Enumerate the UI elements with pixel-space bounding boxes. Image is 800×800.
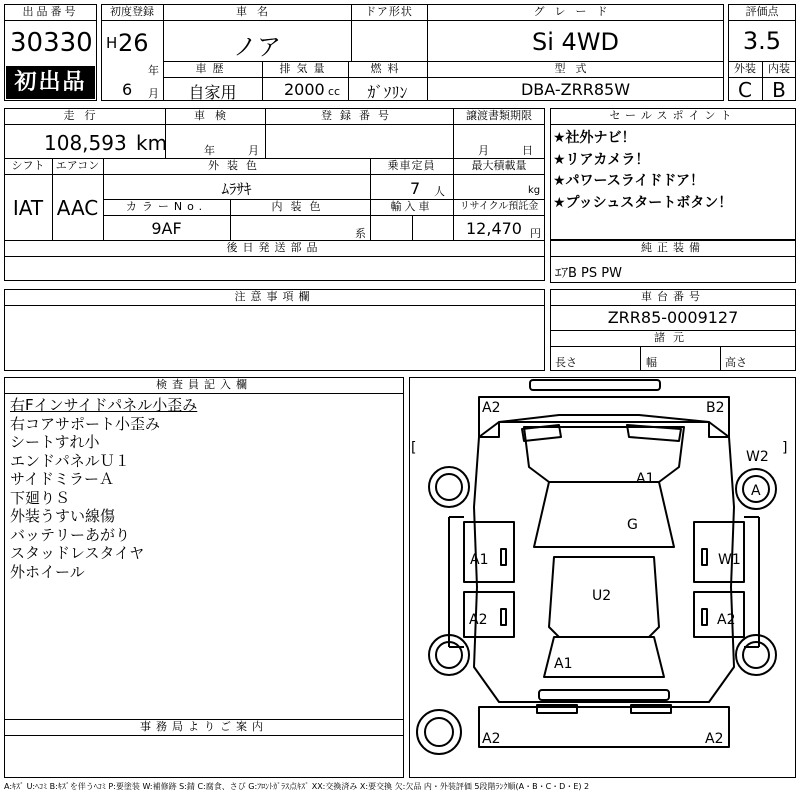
inspector-notes [10, 396, 197, 581]
recycle-fee: 12,470 [466, 219, 522, 238]
divider [4, 735, 404, 736]
displacement: 2000 [284, 80, 325, 99]
divider [4, 256, 545, 257]
grade-label: グレード [533, 5, 618, 18]
height-label: 高さ [725, 356, 747, 369]
capacity-label: 乗車定員 [387, 159, 436, 172]
displacement-unit: cc [328, 85, 341, 98]
history: 自家用 [188, 83, 237, 102]
door-label: ドア形状 [365, 5, 413, 18]
condition-note: 外ホイール [10, 562, 85, 581]
transfer-month-unit: 月 [478, 144, 489, 157]
divider [550, 346, 796, 347]
score: 3.5 [742, 27, 782, 55]
damage-mark-front-left: A2 [482, 400, 501, 416]
damage-mark-right-front-door: W1 [718, 552, 741, 568]
era: H [106, 34, 118, 52]
later-parts-label: 後日発送部品 [226, 241, 323, 254]
max-load-unit: kg [528, 185, 541, 196]
legend-text: A:ｷｽﾞ U:ﾍｺﾐ B:ｷｽﾞを伴うﾍｺﾐ P:要塗装 W:補修跡 S:錆 C:腐食、さび G:ﾌﾛﾝﾄｶﾞﾗｽ点ｷｽﾞ XX:交換済み X:要交換 欠:欠品 内・外装評価 5段階ﾗﾝｸ順(A・B・C・D・E) 2 [4, 782, 590, 791]
divider [4, 20, 97, 21]
inspection-month-unit: 月 [248, 144, 259, 157]
damage-bracket-open: [ [411, 440, 417, 456]
exterior-grade-label: 外装 [734, 62, 756, 75]
condition-note: 右Fインサイドパネル小歪み [10, 396, 198, 414]
mileage-label: 走行 [63, 109, 106, 122]
inspector-label: 検査員記入欄 [156, 378, 252, 391]
interior-color-suffix: 系 [355, 227, 366, 240]
sales-point-item: ★パワースライドドア！ [553, 173, 705, 189]
inspection-label: 車検 [194, 109, 236, 122]
condition-note: エンドパネルＵ１ [10, 451, 130, 470]
history-label: 車歴 [195, 62, 230, 75]
divider [550, 256, 796, 257]
first-reg-label: 初度登録 [110, 5, 154, 18]
damage-mark-roof: U2 [592, 588, 612, 604]
divider [412, 215, 413, 240]
exterior-grade: C [738, 78, 752, 102]
divider [4, 174, 545, 175]
divider [101, 20, 724, 21]
damage-mark-left-rear-door: A2 [469, 612, 488, 628]
divider [4, 305, 545, 306]
damage-mark-rear-right: A2 [705, 731, 724, 747]
divider [163, 77, 724, 78]
color-no: 9AF [151, 219, 182, 238]
divider [103, 215, 545, 216]
notes-label: 注意事項欄 [234, 290, 315, 303]
displacement-label: 排気量 [279, 62, 331, 75]
month-unit: 月 [148, 87, 159, 100]
inspection-year-unit: 年 [204, 144, 215, 157]
sales-point-item: ★プッシュスタートボタン！ [553, 194, 733, 211]
condition-note: シートすれ小 [10, 433, 100, 451]
ac-label: エアコン [55, 159, 100, 172]
divider [640, 346, 641, 371]
divider [453, 108, 454, 240]
equipment-label: 純正装備 [641, 241, 705, 254]
interior-grade: B [772, 78, 786, 102]
chassis-label: 車台番号 [641, 290, 705, 303]
fuel-label: 燃料 [370, 62, 405, 75]
divider [550, 124, 796, 125]
ac: AAC [56, 196, 99, 220]
damage-mark-right-front-tire: A [751, 483, 761, 499]
divider [720, 346, 721, 371]
capacity-unit: 人 [434, 185, 445, 198]
capacity: 7 [410, 179, 421, 198]
recycle-label: リサイクル預託金 [459, 201, 539, 212]
divider [4, 124, 545, 125]
sales-point-item: ★社外ナビ！ [553, 130, 636, 146]
condition-note: 外装うすい線傷 [10, 507, 116, 525]
reg-month: 6 [122, 80, 133, 99]
damage-mark-front-right: B2 [706, 400, 725, 416]
length-label: 長さ [555, 356, 577, 369]
import-label: 輸入車 [390, 200, 433, 213]
damage-mark-windshield: G [627, 517, 638, 533]
sales-points-list [553, 128, 732, 214]
chassis-number: ZRR85-0009127 [607, 308, 739, 327]
damage-mark-rear-left: A2 [482, 731, 501, 747]
divider [550, 305, 796, 306]
exterior-color: ﾑﾗｻｷ [221, 180, 252, 198]
year-unit: 年 [148, 64, 159, 77]
registration-no-label: 登録番号 [321, 109, 397, 122]
damage-mark-hood: A1 [636, 471, 655, 487]
mileage: 108,593 [44, 131, 127, 155]
color-no-label: カラーNo. [125, 200, 208, 213]
damage-mark-back-door: A1 [554, 656, 573, 672]
divider [4, 393, 404, 394]
lot-number: 30330 [10, 28, 93, 58]
interior-grade-label: 内装 [768, 62, 790, 75]
model-code-label: 型式 [554, 62, 597, 75]
score-label: 評価点 [745, 5, 779, 18]
condition-note: サイドミラーＡ [10, 470, 114, 488]
mileage-unit: km [136, 131, 168, 155]
lot-number-label: 出品番号 [22, 5, 79, 18]
damage-mark-left-front-door: A1 [470, 552, 489, 568]
specs-label: 諸元 [654, 331, 692, 344]
exterior-color-label: 外装色 [208, 159, 265, 172]
fuel: ｶﾞｿﾘﾝ [367, 83, 408, 102]
car-name-label: 車名 [236, 5, 278, 18]
max-load-label: 最大積載量 [471, 159, 527, 172]
car-diagram [409, 377, 796, 778]
condition-note: 下廻りＳ [10, 488, 71, 507]
shift-label: シフト [11, 159, 45, 172]
grade: Si 4WD [531, 28, 619, 56]
equipment-value: ｴｱB PS PW [555, 266, 622, 281]
recycle-unit: 円 [530, 227, 541, 240]
transfer-doc-label: 譲渡書類期限 [466, 109, 532, 122]
transfer-day-unit: 日 [522, 144, 533, 157]
condition-note: バッテリーあがり [10, 525, 131, 544]
shift: IAT [12, 196, 44, 220]
width-label: 幅 [646, 356, 657, 369]
car-name: ノア [233, 33, 281, 61]
model-code: DBA-ZRR85W [520, 80, 631, 99]
damage-bracket-close: ] [782, 440, 788, 456]
condition-note: スタッドレスタイヤ [10, 544, 145, 562]
condition-note: 右コアサポート小歪み [10, 414, 161, 433]
sales-points-label: セールスポイント [609, 109, 737, 122]
interior-color-label: 内装色 [271, 200, 329, 213]
damage-mark-right-rear-door: A2 [717, 612, 736, 628]
first-listing-badge: 初出品 [6, 66, 95, 99]
office-label: 事務局よりご案内 [140, 720, 268, 733]
reg-year: 26 [118, 29, 149, 57]
divider [728, 20, 796, 21]
sales-point-item: ★リアカメラ！ [553, 151, 650, 168]
damage-mark-right-front: W2 [746, 449, 769, 465]
